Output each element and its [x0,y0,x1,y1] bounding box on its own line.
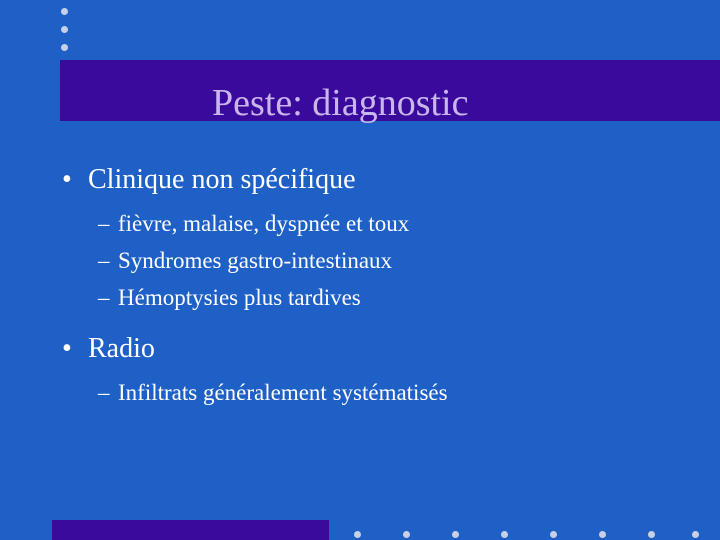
spacer [62,323,702,335]
decor-dot [61,8,68,15]
bullet-marker: • [62,333,72,364]
sub-bullet-item [62,381,702,404]
sub-bullet-text: Infiltrats généralement systématisés [118,380,448,405]
sub-bullet-item [62,286,702,309]
sub-bullet-text: fièvre, malaise, dyspnée et toux [118,211,410,236]
decor-dot [550,531,557,538]
sub-bullet-text: Syndromes gastro-intestinaux [118,248,393,273]
bullet-text: Clinique non spécifique [88,164,356,195]
sub-bullet-item [62,249,702,272]
dash-marker: – [98,211,110,236]
decor-dot [61,44,68,51]
decor-dot [648,531,655,538]
decor-dot [692,531,699,538]
bottom-dot-decoration [354,531,720,540]
bullet-item [62,166,702,194]
decor-dot [354,531,361,538]
dash-marker: – [98,285,110,310]
slide-content [62,166,702,418]
dash-marker: – [98,248,110,273]
sub-bullet-item [62,212,702,235]
decor-dot [501,531,508,538]
decor-dot [403,531,410,538]
top-dot-decoration [61,8,71,62]
bullet-text: Radio [88,333,155,364]
decor-dot [61,26,68,33]
bullet-marker: • [62,164,72,195]
sub-bullet-text: Hémoptysies plus tardives [118,285,361,310]
dash-marker: – [98,380,110,405]
slide-title: Peste: diagnostic [212,82,469,124]
decor-dot [599,531,606,538]
bottom-bar [52,520,329,540]
decor-dot [452,531,459,538]
bullet-item [62,335,702,363]
